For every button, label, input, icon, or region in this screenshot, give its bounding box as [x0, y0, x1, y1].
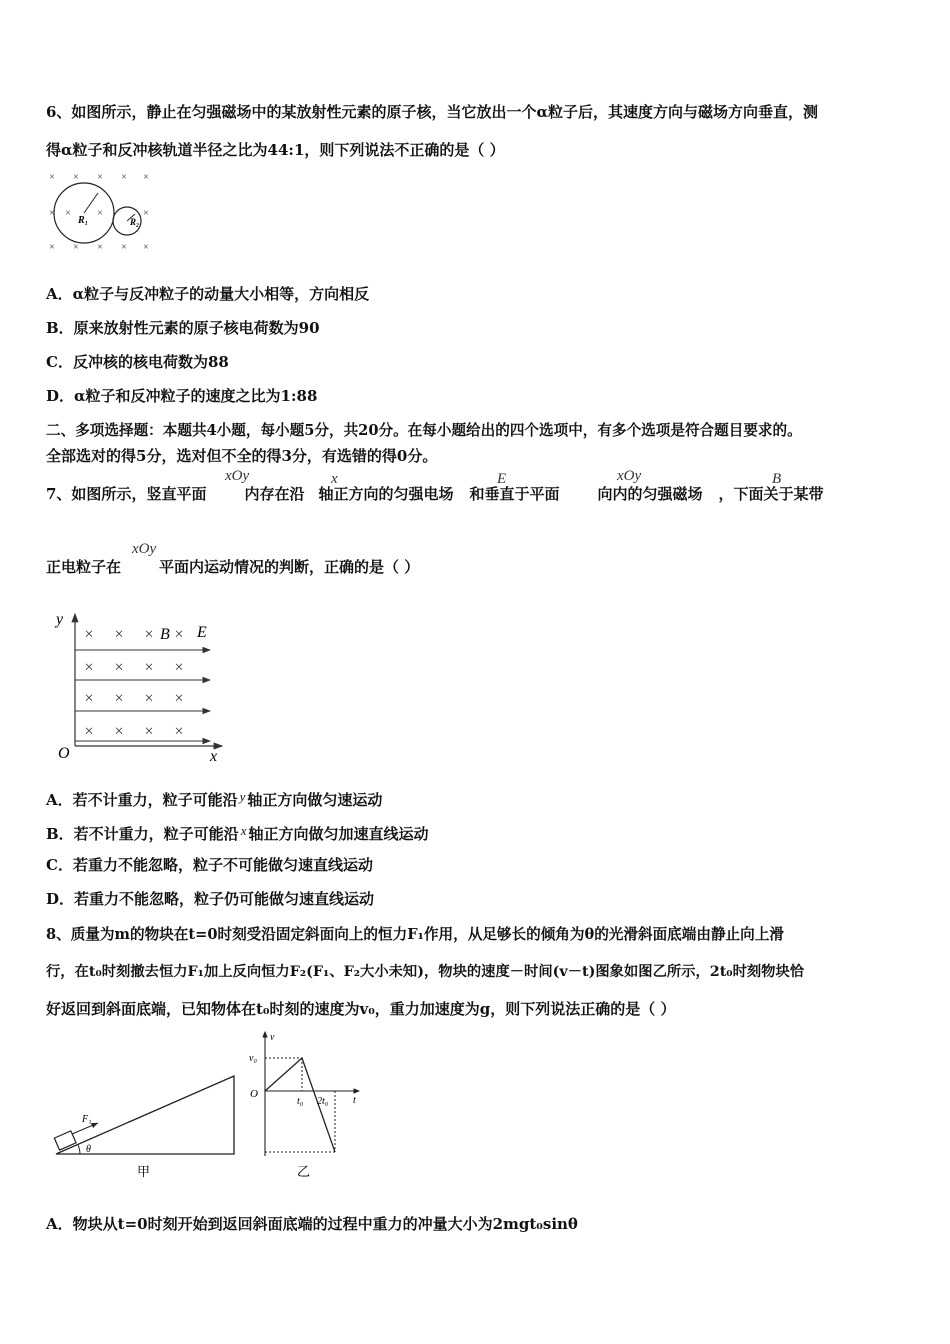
q7-xoy-2: xOy — [617, 468, 642, 484]
q8-stem-line1: 8、质量为m的物块在t=0时刻受沿固定斜面向上的恒力F₁作用，从足够长的倾角为θ的光滑斜面底端由静止向上滑 — [46, 926, 784, 943]
svg-text:×: × — [73, 242, 79, 253]
svg-text:×: × — [84, 723, 94, 740]
svg-text:×: × — [121, 172, 127, 183]
magnetic-field-crosses — [49, 172, 149, 253]
section2-line2: 全部选对的得5分，选对但不全的得3分，有选错的得0分。 — [46, 447, 438, 465]
q6-option-d: D．α粒子和反冲粒子的速度之比为1:88 — [46, 387, 318, 405]
svg-text:×: × — [144, 690, 154, 707]
q6-option-a: A．α粒子与反冲粒子的动量大小相等，方向相反 — [46, 285, 370, 303]
q6-figure — [44, 168, 159, 254]
svg-text:×: × — [143, 172, 149, 183]
svg-text:×: × — [174, 659, 184, 676]
t0-label: t₀ — [297, 1096, 304, 1107]
q7-option-b: B．若不计重力，粒子可能沿 x 轴正方向做匀加速直线运动 — [46, 823, 429, 843]
svg-text:×: × — [144, 659, 154, 676]
q8-stem-line2: 行，在t₀时刻撤去恒力F₁加上反向恒力F₂(F₁、F₂大小未知)，物块的速度－时间(v－t)图象如图乙所示，2t₀时刻物块恰 — [46, 964, 805, 980]
q7-option-d: D．若重力不能忽略，粒子仍可能做匀速直线运动 — [46, 890, 375, 908]
r1-label: R₁ — [78, 215, 89, 226]
q7-figure — [50, 608, 230, 763]
svg-text:×: × — [174, 723, 184, 740]
q7-x-var: x — [331, 471, 338, 487]
electric-field-lines — [75, 650, 210, 741]
q8-stem-line3: 好返回到斜面底端，已知物体在t₀时刻的速度为v₀，重力加速度为g，则下列说法正确的是（ ） — [46, 1000, 676, 1018]
q8-figure-jia — [50, 1070, 240, 1182]
q8-option-a: A．物块从t=0时刻开始到返回斜面底端的过程中重力的冲量大小为2mgt₀sinθ — [46, 1215, 578, 1233]
y-axis-label: y — [56, 611, 64, 628]
svg-text:×: × — [114, 690, 124, 707]
t-axis-label: t — [353, 1095, 356, 1106]
svg-text:×: × — [121, 242, 127, 253]
svg-text:×: × — [73, 172, 79, 183]
q6-stem-line2: 得α粒子和反冲核轨道半径之比为44:1，则下列说法不正确的是（ ） — [46, 141, 505, 159]
b-field-crosses — [84, 626, 183, 740]
q7-option-a: A．若不计重力，粒子可能沿 y 轴正方向做匀速运动 — [46, 789, 383, 809]
f1-label: F₁ — [82, 1114, 92, 1125]
x-axis-label: x — [210, 748, 218, 765]
q7-option-c: C．若重力不能忽略，粒子不可能做匀速直线运动 — [46, 856, 373, 874]
svg-text:×: × — [143, 208, 149, 219]
q6-stem-line1: 6、如图所示，静止在匀强磁场中的某放射性元素的原子核，当它放出一个α粒子后，其速度方向与磁场方向垂直，测 — [46, 103, 818, 121]
svg-text:×: × — [49, 242, 55, 253]
svg-text:×: × — [84, 690, 94, 707]
svg-text:×: × — [114, 659, 124, 676]
r2-label: R₂ — [130, 217, 140, 227]
q7-e-var: E — [497, 471, 507, 487]
svg-text:×: × — [114, 723, 124, 740]
svg-text:×: × — [174, 690, 184, 707]
svg-text:×: × — [49, 172, 55, 183]
fig-jia-caption: 甲 — [137, 1164, 151, 1179]
svg-text:×: × — [84, 626, 94, 643]
svg-text:×: × — [144, 723, 154, 740]
q6-option-c: C．反冲核的核电荷数为88 — [46, 353, 229, 371]
svg-text:×: × — [97, 172, 103, 183]
q7-stem-line1: 7、如图所示，竖直平面 内存在沿 轴正方向的匀强电场 和垂直于平面 向内的匀强磁场 ，下面关于某带 — [46, 485, 824, 503]
yi-origin-label: O — [250, 1088, 258, 1100]
q7-b-var: B — [772, 471, 782, 487]
q7-xoy-3: xOy — [132, 541, 157, 557]
svg-text:×: × — [84, 659, 94, 676]
q8-figure-yi — [245, 1028, 370, 1183]
2t0-label: 2t₀ — [317, 1096, 329, 1107]
svg-text:×: × — [49, 208, 55, 219]
v0-label: v₀ — [249, 1053, 257, 1064]
origin-label: O — [58, 745, 70, 762]
theta-label: θ — [86, 1144, 91, 1155]
q6-option-b: B．原来放射性元素的原子核电荷数为90 — [46, 319, 320, 337]
fig-yi-caption: 乙 — [297, 1164, 311, 1179]
svg-text:×: × — [65, 208, 71, 219]
svg-text:×: × — [143, 242, 149, 253]
b-field-label: B — [160, 626, 170, 643]
svg-text:×: × — [114, 626, 124, 643]
e-field-label: E — [197, 624, 207, 641]
svg-text:×: × — [97, 242, 103, 253]
v-axis-label: v — [270, 1032, 275, 1043]
q7-xoy-1: xOy — [225, 468, 250, 484]
q7-stem-line2: 正电粒子在 平面内运动情况的判断，正确的是（ ） — [46, 558, 420, 576]
svg-text:×: × — [144, 626, 154, 643]
svg-text:×: × — [174, 626, 184, 643]
svg-text:×: × — [97, 208, 103, 219]
section2-line1: 二、多项选择题：本题共4小题，每小题5分，共20分。在每小题给出的四个选项中，有多个选项是符合题目要求的。 — [46, 422, 802, 439]
